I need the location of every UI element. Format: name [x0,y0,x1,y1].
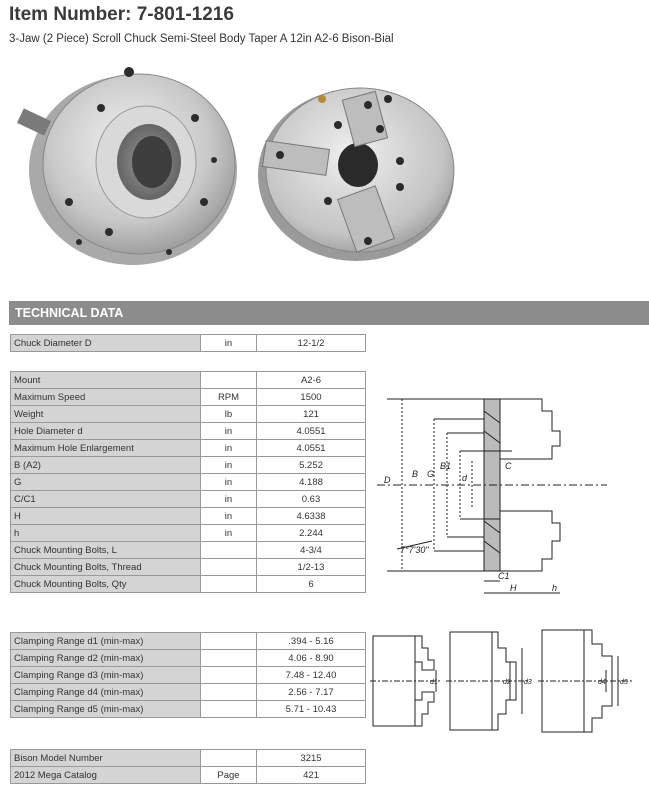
label-d1: d1 [430,679,438,686]
row-label: Mount [11,372,201,389]
row-value: 4.6338 [257,508,366,525]
spec-table-clamping [10,632,366,718]
chuck-photo-front [250,75,470,265]
technical-data-header [9,301,649,325]
row-value: 5.252 [257,457,366,474]
table-row [11,508,366,525]
row-value: 3215 [257,750,366,767]
spec-table-model [10,749,366,784]
table-row [11,667,366,684]
row-unit: in [201,423,257,440]
row-label: Clamping Range d2 (min-max) [11,650,201,667]
row-label: B (A2) [11,457,201,474]
row-unit: in [201,440,257,457]
table-row [11,372,366,389]
table-row [11,750,366,767]
table-row [11,389,366,406]
row-label: Chuck Mounting Bolts, Qty [11,576,201,593]
row-unit [201,750,257,767]
label-B: B [412,469,419,479]
row-label: Clamping Range d3 (min-max) [11,667,201,684]
row-value: 7.48 - 12.40 [257,667,366,684]
label-angle: 7°7'30" [400,545,429,555]
row-unit: in [201,474,257,491]
table-row [11,491,366,508]
table-row [11,423,366,440]
row-value: 0.63 [257,491,366,508]
row-value: 1/2-13 [257,559,366,576]
row-label: Chuck Diameter D [11,335,201,352]
label-d5: d5 [620,679,628,686]
row-unit: in [201,525,257,542]
row-unit [201,650,257,667]
row-label: C/C1 [11,491,201,508]
row-value: 2.56 - 7.17 [257,684,366,701]
row-value: 4.0551 [257,423,366,440]
row-label: Clamping Range d4 (min-max) [11,684,201,701]
table-row [11,701,366,718]
chuck-photo-side [9,52,241,274]
row-value: 1500 [257,389,366,406]
row-unit [201,372,257,389]
row-value: 4.06 - 8.90 [257,650,366,667]
row-unit [201,576,257,593]
row-unit [201,684,257,701]
row-label: G [11,474,201,491]
row-unit: in [201,457,257,474]
table-row [11,440,366,457]
table-row [11,542,366,559]
row-label: Chuck Mounting Bolts, L [11,542,201,559]
row-unit [201,542,257,559]
row-unit: in [201,508,257,525]
item-description: 3-Jaw (2 Piece) Scroll Chuck Semi-Steel Body Taper A 12in A2-6 Bison-Bial [9,33,394,45]
label-G: G [427,469,435,479]
row-unit: lb [201,406,257,423]
row-unit [201,667,257,684]
row-unit [201,559,257,576]
row-value: 6 [257,576,366,593]
spec-table-main [10,371,366,593]
row-unit: in [201,491,257,508]
row-label: Maximum Hole Enlargement [11,440,201,457]
row-value: A2-6 [257,372,366,389]
row-unit: RPM [201,389,257,406]
label-H: H [510,583,517,593]
label-d: d [462,473,468,483]
row-value: 4.188 [257,474,366,491]
row-label: Weight [11,406,201,423]
table-row [11,406,366,423]
label-D: D [384,475,391,485]
section-title: TECHNICAL DATA [15,306,124,320]
row-label: Chuck Mounting Bolts, Thread [11,559,201,576]
label-C1: C1 [498,571,510,581]
label-d3: d3 [524,679,532,686]
row-value: 12-1/2 [257,335,366,352]
drawing-label-d-group [384,461,557,593]
label-h: h [552,583,558,593]
item-number-title: Item Number: 7-801-1216 [9,4,234,25]
table-row [11,525,366,542]
label-B1: B1 [440,461,452,471]
table-row [11,576,366,593]
row-value: 5.71 - 10.43 [257,701,366,718]
row-unit [201,633,257,650]
row-unit: in [201,335,257,352]
row-value: 421 [257,767,366,784]
label-d2: d2 [503,679,511,686]
table-row [11,335,366,352]
row-label: h [11,525,201,542]
table-row [11,457,366,474]
row-label: Maximum Speed [11,389,201,406]
row-label: Clamping Range d5 (min-max) [11,701,201,718]
row-label: Bison Model Number [11,750,201,767]
row-label: 2012 Mega Catalog [11,767,201,784]
row-unit: Page [201,767,257,784]
table-row [11,650,366,667]
row-label: Hole Diameter d [11,423,201,440]
table-row [11,559,366,576]
table-row [11,684,366,701]
table-row [11,767,366,784]
label-C: C [505,461,512,471]
row-value: 2.244 [257,525,366,542]
clamping-range-drawings [370,626,635,738]
row-label: H [11,508,201,525]
row-label: Clamping Range d1 (min-max) [11,633,201,650]
row-value: 4.0551 [257,440,366,457]
spec-table-diameter [10,334,366,352]
row-unit [201,701,257,718]
table-row [11,633,366,650]
table-row [11,474,366,491]
row-value: 4-3/4 [257,542,366,559]
label-d4: d4 [598,679,606,686]
chuck-dimension-drawing [372,371,612,603]
row-value: 121 [257,406,366,423]
row-value: .394 - 5.16 [257,633,366,650]
